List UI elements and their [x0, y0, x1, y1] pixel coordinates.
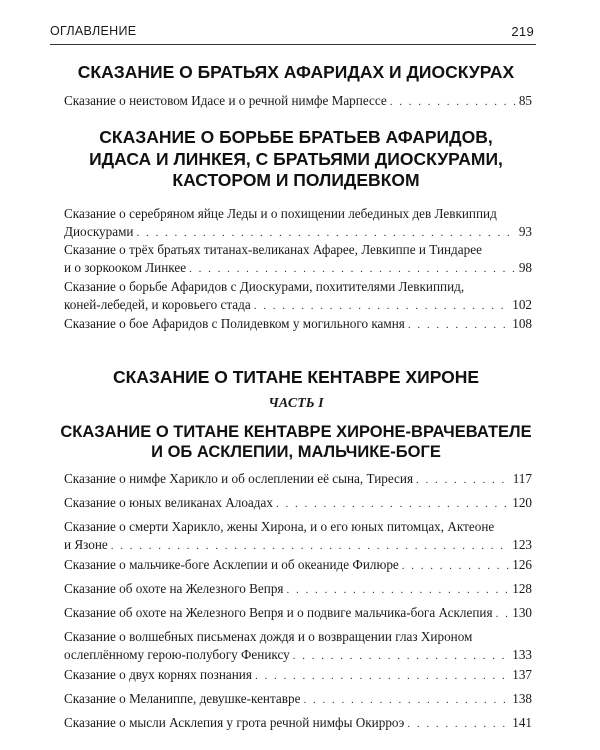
entry-page: 120 [512, 495, 532, 510]
part-label: ЧАСТЬ I [268, 396, 324, 411]
section-heading [56, 367, 536, 389]
entry-text: Сказание о смерти Харикло, жены Хирона, и о его юных питомцах, Актеоне [64, 519, 495, 534]
heading-line: ИДАСА И ЛИНКЕЯ, С БРАТЬЯМИ ДИОСКУРАМИ, [89, 148, 503, 169]
section-heading [56, 62, 536, 84]
heading-line: СКАЗАНИЕ О ТИТАНЕ КЕНТАВРЕ ХИРОНЕ [112, 367, 480, 387]
entry-text: ослеплённому герою-полубогу Фениксу [64, 646, 290, 662]
entry-page: 102 [512, 296, 532, 312]
heading-line: КАСТОРОМ И ПОЛИДЕВКОМ [172, 170, 420, 191]
entry-text: Сказание о нимфе Харикло и об ослеплении её сына, Тиресия [64, 471, 414, 486]
entry-text: Сказание об охоте на Железного Вепря [64, 581, 284, 596]
leader-dots [255, 669, 509, 684]
toc-entry[interactable] [64, 690, 532, 708]
entry-text: Сказание о мысли Асклепия у грота речной нимфы Окирроэ [64, 715, 405, 730]
toc-entry[interactable] [64, 714, 532, 732]
leader-dots [408, 318, 509, 333]
toc-entry[interactable] [64, 628, 532, 664]
entry-page: 108 [512, 316, 532, 331]
heading-line: СКАЗАНИЕ О БОРЬБЕ БРАТЬЕВ АФАРИДОВ, [99, 127, 493, 147]
entry-text: Сказание об охоте на Железного Вепря и о подвиге мальчика-бога Асклепия [64, 605, 493, 620]
leader-dots [303, 693, 509, 708]
section-heading [56, 127, 536, 192]
toc-entry[interactable] [64, 241, 532, 277]
entry-text: Сказание о неистовом Идасе и о речной нимфе Марпессе [64, 93, 387, 108]
entry-page: 137 [512, 667, 532, 682]
entry-text: и Язоне [64, 536, 108, 552]
entry-page: 117 [512, 471, 532, 486]
entry-page: 98 [518, 259, 532, 275]
toc-entry[interactable] [64, 494, 532, 512]
toc-entry[interactable] [64, 315, 532, 333]
entry-text: Сказание о трёх братьях титанах-великанах Афарее, Левкиппе и Тиндарее [64, 242, 482, 257]
leader-dots [254, 299, 510, 314]
leader-dots [189, 262, 516, 277]
leader-dots [137, 226, 516, 241]
entry-page: 93 [518, 223, 532, 239]
heading-line: СКАЗАНИЕ О БРАТЬЯХ АФАРИДАХ И ДИОСКУРАХ [77, 62, 515, 82]
entry-text: Диоскурами [64, 223, 134, 239]
subsection-heading [56, 422, 536, 463]
header-rule [50, 44, 536, 45]
entry-text: Сказание о бое Афаридов с Полидевком у могильного камня [64, 316, 405, 331]
entry-page: 128 [512, 581, 532, 596]
entry-page: 133 [512, 646, 532, 662]
entry-text: Сказание о серебряном яйце Леды и о похищении лебединых дев Левкиппид [64, 206, 497, 221]
entry-page: 126 [512, 557, 532, 572]
leader-dots [496, 607, 510, 622]
entry-text: коней-лебедей, и коровьего стада [64, 296, 251, 312]
leader-dots [293, 649, 509, 664]
entry-page: 141 [512, 715, 532, 730]
running-head [50, 24, 534, 42]
entry-text: Сказание о Меланиппе, девушке-кентавре [64, 691, 301, 706]
leader-dots [416, 473, 510, 488]
leader-dots [276, 497, 509, 512]
entry-page: 123 [512, 536, 532, 552]
entry-text: Сказание о юных великанах Алоадах [64, 495, 273, 510]
heading-line: СКАЗАНИЕ О ТИТАНЕ КЕНТАВРЕ ХИРОНЕ-ВРАЧЕВАТЕЛЕ [60, 423, 532, 441]
toc-entry[interactable] [64, 205, 532, 241]
entry-page: 130 [512, 605, 532, 620]
toc-entry[interactable] [64, 470, 532, 488]
toc-entry[interactable] [64, 92, 532, 110]
toc-entry[interactable] [64, 278, 532, 314]
page-number: 219 [511, 24, 534, 39]
leader-dots [402, 559, 509, 574]
entry-text: Сказание о волшебных письменах дождя и о возвращении глаз Хироном [64, 629, 473, 644]
toc-entry[interactable] [64, 556, 532, 574]
leader-dots [390, 95, 516, 110]
toc-entry[interactable] [64, 518, 532, 554]
running-head-title: ОГЛАВЛЕНИЕ [50, 24, 137, 38]
entry-text: Сказание о двух корнях познания [64, 667, 252, 682]
toc-entry[interactable] [64, 580, 532, 598]
entry-text: Сказание о борьбе Афаридов с Диоскурами, похитителями Левкиппид, [64, 279, 465, 294]
leader-dots [111, 539, 509, 554]
toc-entry[interactable] [64, 666, 532, 684]
heading-line: И ОБ АСКЛЕПИИ, МАЛЬЧИКЕ-БОГЕ [151, 443, 441, 462]
entry-text: и о зоркооком Линкее [64, 259, 187, 275]
toc-entry[interactable] [64, 604, 532, 622]
entry-page: 85 [518, 93, 532, 108]
leader-dots [286, 583, 509, 598]
entry-page: 138 [512, 691, 532, 706]
leader-dots [407, 717, 509, 732]
entry-text: Сказание о мальчике-боге Асклепии и об океаниде Филюре [64, 557, 399, 572]
